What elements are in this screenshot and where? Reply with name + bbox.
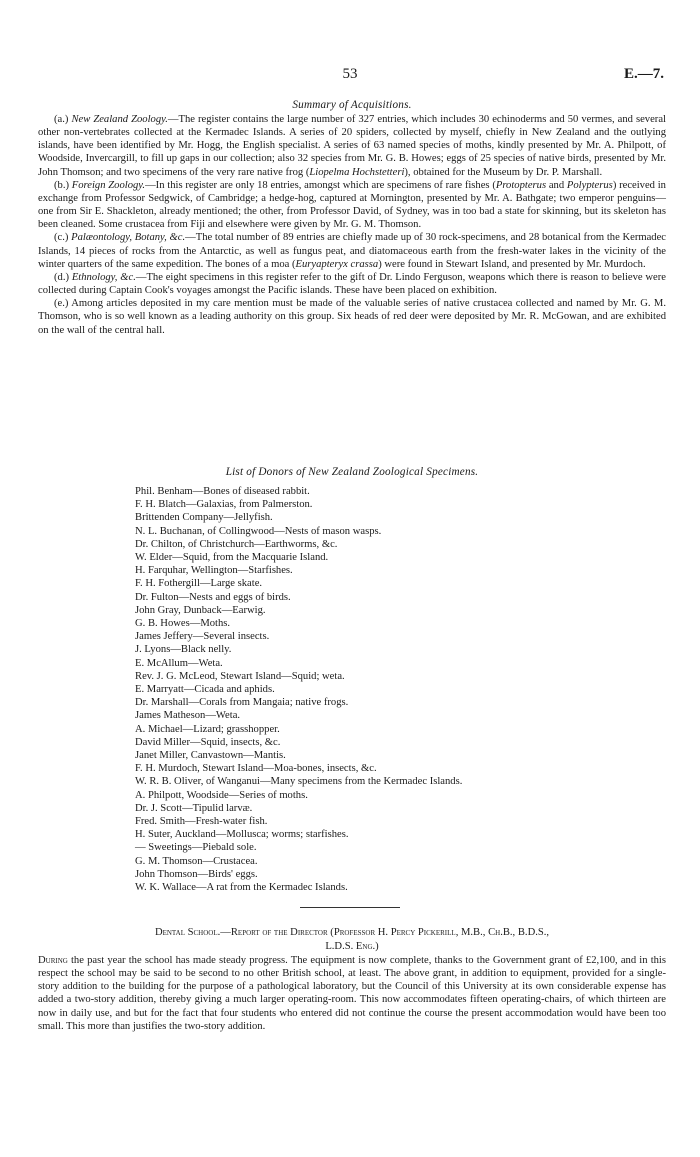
paragraph-palaeontology (38, 231, 666, 270)
donor-list-item: H. Suter, Auckland—Mollusca; worms; starfishes. (135, 829, 349, 841)
section-divider (300, 907, 400, 908)
summary-title: Summary of Acquisitions. (292, 99, 412, 111)
paragraph-label: (e.) (54, 298, 69, 310)
donor-list-item: Phil. Benham—Bones of diseased rabbit. (135, 486, 310, 497)
page-header (0, 66, 700, 90)
donor-list-item: N. L. Buchanan, of Collingwood—Nests of mason wasps. (135, 525, 382, 537)
paragraph-label: (a.) (54, 114, 69, 125)
dental-heading-line1: Dental School.—Report of the Director (Professor H. Percy Pickerill, M.B., Ch.B., B.D.S., (154, 927, 550, 938)
donor-list-item: Dr. Chilton, of Christchurch—Earthworms, &c. (135, 538, 338, 550)
donors-title-wrap (38, 465, 666, 480)
paragraph-heading: Ethnology, &c. (71, 271, 136, 283)
document-reference: E.—7. (623, 66, 664, 82)
paragraph-foreign-zoology (38, 179, 666, 232)
paragraph-text: —The register contains the large number of 327 entries, which includes 30 echinoderms and 50 vermes, and several other non-vertebrates collected at the Kermadec Islands. A series of 20 spiders, collected by myself, chiefly in New Zealand and the outlying islands, have been identified by Mr. Hogg, the English specialist. A series of 63 named species of moths, kindly presented by Mr. A. Philpott, of Woodside, Invercargill, to fill up gaps in our collection; also 32 species from Mr. G. B. Howes; eggs of 25 species of native birds, presented by Mr. John Thomson; and two specimens of the very rare native frog ( (38, 114, 666, 178)
donor-list-item: James Matheson—Weta. (135, 710, 241, 722)
species-name: Liopelma Hochstetteri (309, 166, 405, 178)
donor-list-item: Dr. Fulton—Nests and eggs of birds. (135, 591, 291, 603)
paragraph-nz-zoology (38, 113, 666, 179)
donor-list-item: F. H. Fothergill—Large skate. (135, 578, 263, 590)
donor-list-item: — Sweetings—Piebald sole. (135, 842, 257, 854)
paragraph-text: —In this register are only 18 entries, amongst which are specimens of rare fishes ( (145, 179, 496, 191)
donor-list-item: Janet Miller, Canvastown—Mantis. (135, 750, 286, 762)
paragraph-deposits (38, 297, 666, 336)
species-name: Euryapteryx crassa (295, 258, 379, 270)
paragraph-text-tail: ), obtained for the Museum by Dr. P. Marshall. (404, 166, 603, 178)
dental-school-report (38, 954, 666, 1033)
donor-list-item: W. K. Wallace—A rat from the Kermadec Islands. (135, 882, 348, 894)
dental-body-text: the past year the school has made steady progress. The equipment is now complete, thanks to the Government grant of £2,100, and in this respect the school may be said to be second to no other British school, at least. The above grant, in addition to equipment, provided for a single-story addition to the building for the purpose of a pathological laboratory, but the Council of this University at its own considerable expense has added a two-story addition, thereby giving a much larger operating-room. This now accommodates fifteen operating-chairs, of which thirteen are now in daily use, and but for the fact that four students who entered did not continue the course the present accommodation would have been too small. This more than justifies the two-story addition. (38, 955, 666, 1032)
donor-list-item: A. Philpott, Woodside—Series of moths. (135, 789, 308, 801)
paragraph-heading: Palæontology, Botany, &c. (71, 232, 186, 244)
paragraph-ethnology (38, 271, 666, 297)
species-name: Protopterus (495, 179, 547, 191)
donor-list-item: G. M. Thomson—Crustacea. (135, 855, 258, 867)
paragraph-heading: Foreign Zoology. (71, 179, 146, 191)
donor-list-item: Rev. J. G. McLeod, Stewart Island—Squid; weta. (135, 670, 345, 682)
donor-list-item: James Jeffery—Several insects. (135, 631, 270, 643)
page-number: 53 (342, 66, 358, 82)
paragraph-label: (b.) (54, 179, 70, 191)
paragraph-text: Among articles deposited in my care mention must be made of the valuable series of native crustacea collected and named by Mr. G. M. Thomson, who is so well known as a leading authority on this group. Six heads of red deer were deposited by Mr. R. McGowan, and are exhibited on the wall of the central hall. (38, 298, 666, 336)
paragraph-text: —The eight specimens in this register refer to the gift of Dr. Lindo Ferguson, weapons which there is reason to believe were collected during Captain Cook's voyages amongst the Pacific islands. These have been placed on exhibition. (38, 271, 666, 297)
paragraph-text: —The total number of 89 entries are chiefly made up of 30 rock-specimens, and 28 botanical from the Kermadec Islands, 14 pieces of rocks from the Antarctic, as well as fungus peat, and diatomaceous earth from the fresh-water lakes in the vicinity of the winter quarters of the same expedition. The bones of a moa ( (38, 232, 667, 270)
donor-list-item: E. McAllum—Weta. (135, 657, 223, 669)
dental-heading-line2: L.D.S. Eng.) (325, 940, 379, 952)
paragraph-label: (d.) (54, 271, 70, 283)
dental-paragraph (38, 954, 666, 1033)
donor-list-item: F. H. Murdoch, Stewart Island—Moa-bones, insects, &c. (135, 763, 377, 775)
dental-opening-word: During (38, 955, 68, 966)
donor-list-item: W. Elder—Squid, from the Macquarie Island. (135, 552, 329, 564)
donor-list-item: Dr. Marshall—Corals from Mangaia; native frogs. (135, 697, 349, 709)
donor-list-item: E. Marryatt—Cicada and aphids. (135, 684, 275, 696)
dental-school-heading (38, 926, 666, 953)
donor-list-item: John Gray, Dunback—Earwig. (135, 604, 266, 616)
donor-list-item: F. H. Blatch—Galaxias, from Palmerston. (135, 499, 313, 511)
donor-list-item: Dr. J. Scott—Tipulid larvæ. (135, 802, 253, 814)
paragraph-heading: New Zealand Zoology. (71, 114, 168, 125)
donor-list-item: Brittenden Company—Jellyfish. (135, 512, 273, 524)
paragraph-text-tail: ) received in exchange from Professor Sedgwick, of Cambridge; a hedge-hog, captured at Mornington, presented by Mr. A. Bathgate; two emperor penguins—one from Sir E. Shackleton, already mentioned; the other, from Professor David, of Sydney, was in too bad a state for skinning, but its skeleton has been cleaned. Some crustacea from Fiji and elsewhere were given by Mr. G. M. Thomson. (38, 179, 666, 231)
donor-list-item: John Thomson—Birds' eggs. (135, 868, 258, 880)
paragraph-text-tail: ) were found in Stewart Island, and presented by Mr. Murdoch. (378, 258, 646, 270)
donor-list-item: Fred. Smith—Fresh-water fish. (135, 816, 268, 828)
donor-list-item: G. B. Howes—Moths. (135, 618, 231, 630)
paragraph-label: (c.) (54, 232, 69, 244)
species-name-2: Polypterus (566, 179, 613, 191)
summary-section (38, 98, 666, 337)
donor-list-item: David Miller—Squid, insects, &c. (135, 736, 281, 748)
donor-list-item: H. Farquhar, Wellington—Starfishes. (135, 565, 293, 577)
donor-list-item: J. Lyons—Black nelly. (135, 644, 232, 656)
donors-title: List of Donors of New Zealand Zoological Specimens. (225, 466, 479, 478)
donor-list (135, 485, 635, 894)
donor-list-item: A. Michael—Lizard; grasshopper. (135, 723, 280, 735)
donor-list-item: W. R. B. Oliver, of Wanganui—Many specimens from the Kermadec Islands. (135, 776, 463, 788)
paragraph-text-mid: and (546, 179, 567, 191)
